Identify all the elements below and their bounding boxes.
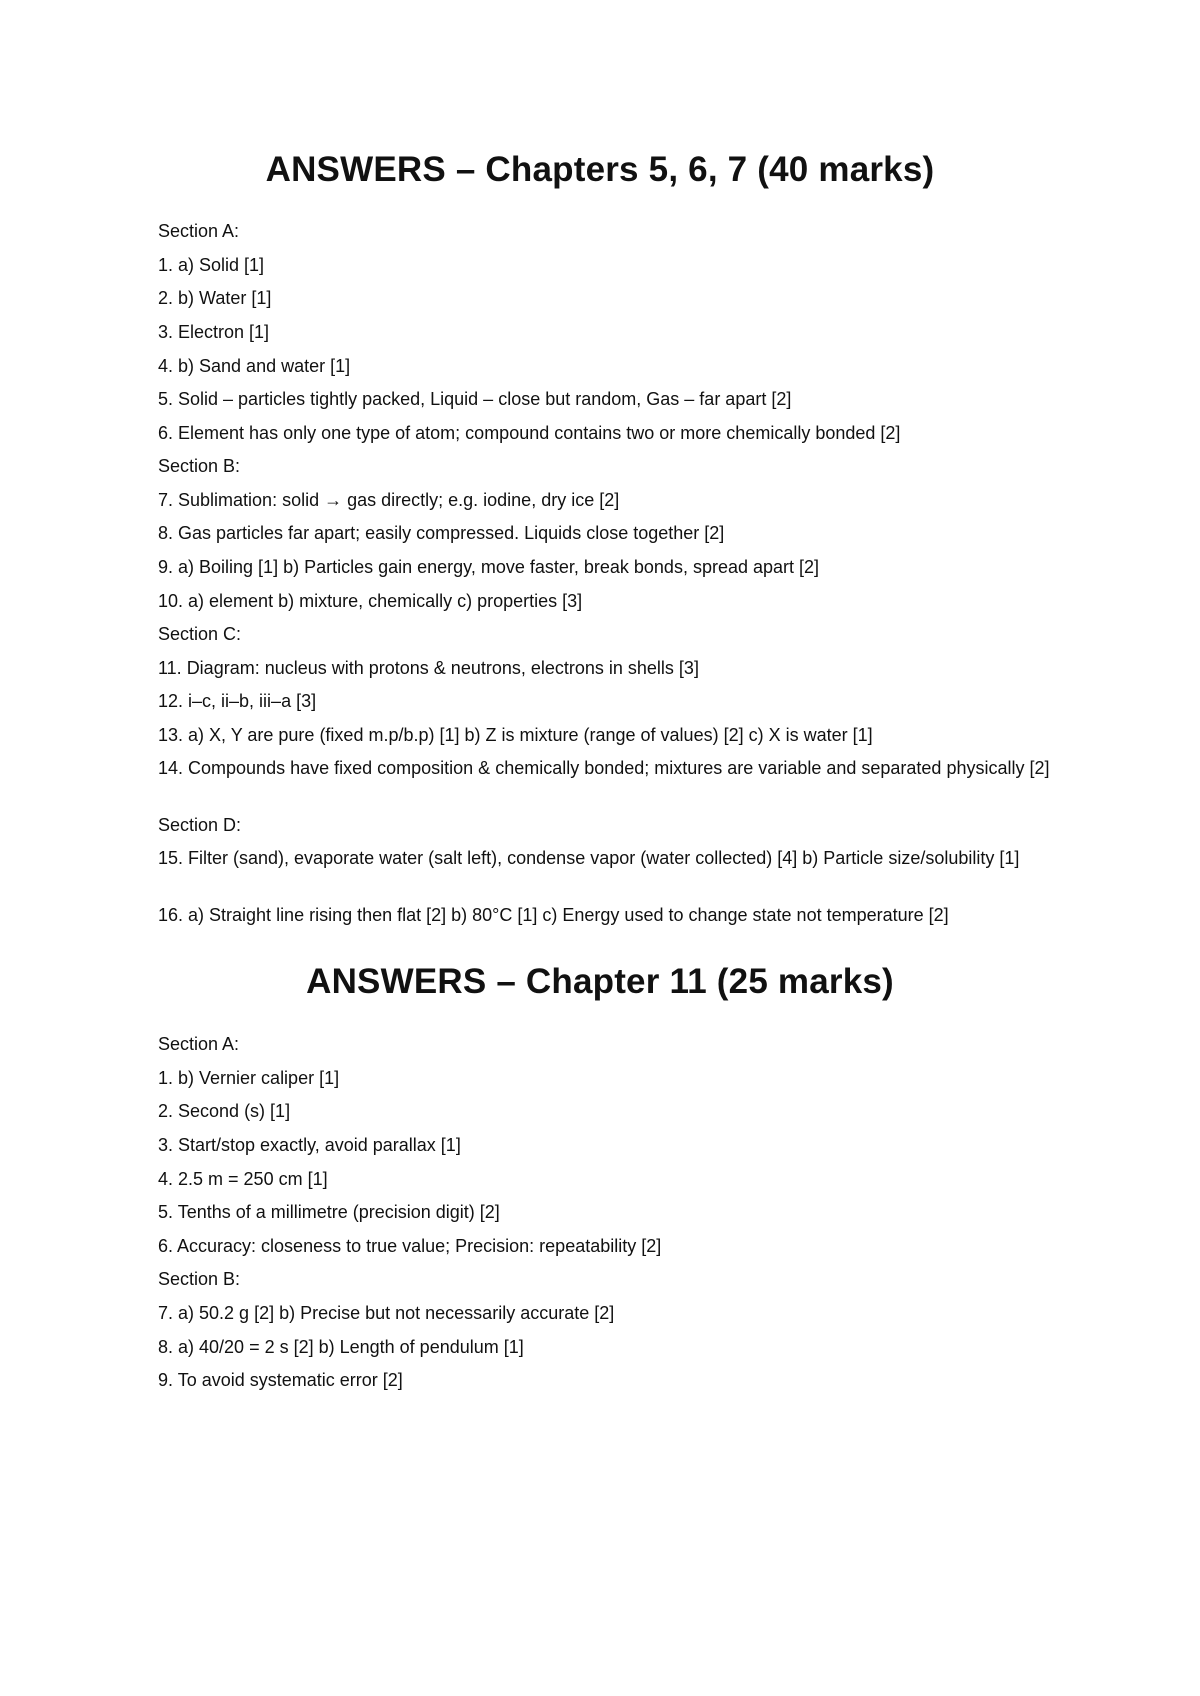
page-title: ANSWERS – Chapters 5, 6, 7 (40 marks) — [265, 150, 935, 189]
answer-line: 2. b) Water [1] — [158, 288, 272, 308]
answer-line: 10. a) element b) mixture, chemically c) properties [3] — [158, 591, 583, 611]
answer-line: 6. Accuracy: closeness to true value; Precision: repeatability [2] — [158, 1236, 662, 1256]
answer-line: 9. To avoid systematic error [2] — [158, 1370, 403, 1390]
answer-line: 16. a) Straight line rising then flat [2] b) 80°C [1] c) Energy used to change state not temperature [2] — [158, 905, 949, 925]
answer-line: 7. a) 50.2 g [2] b) Precise but not necessarily accurate [2] — [158, 1303, 615, 1323]
answers-heading-block — [158, 150, 1058, 190]
chapter-11-heading-block — [158, 962, 1058, 1002]
answer-line: 15. Filter (sand), evaporate water (salt left), condense vapor (water collected) [4] b) Particle size/solubility [1] — [158, 848, 1020, 868]
answer-line: 1. b) Vernier caliper [1] — [158, 1068, 340, 1088]
answer-line: 5. Tenths of a millimetre (precision digit) [2] — [158, 1202, 500, 1222]
section-a-label: Section A: — [158, 1034, 240, 1054]
chapter-11-title: ANSWERS – Chapter 11 (25 marks) — [306, 962, 894, 1001]
section-c-label: Section C: — [158, 624, 242, 644]
section-d-label: Section D: — [158, 815, 242, 835]
answer-line: 9. a) Boiling [1] b) Particles gain energy, move faster, break bonds, spread apart [2] — [158, 557, 820, 577]
answer-line: 5. Solid – particles tightly packed, Liquid – close but random, Gas – far apart [2] — [158, 389, 792, 409]
answer-line: 1. a) Solid [1] — [158, 255, 265, 275]
answer-line: 8. a) 40/20 = 2 s [2] b) Length of pendulum [1] — [158, 1337, 524, 1357]
answer-line: 11. Diagram: nucleus with protons & neutrons, electrons in shells [3] — [158, 658, 699, 678]
answer-line: 14. Compounds have fixed composition & chemically bonded; mixtures are variable and separated physically [2] — [158, 758, 1050, 778]
answer-line: 6. Element has only one type of atom; compound contains two or more chemically bonded [2] — [158, 423, 901, 443]
answer-line: 12. i–c, ii–b, iii–a [3] — [158, 691, 317, 711]
answer-line: 2. Second (s) [1] — [158, 1101, 291, 1121]
section-a-label: Section A: — [158, 221, 240, 241]
answer-line: 3. Electron [1] — [158, 322, 270, 342]
answer-line: 3. Start/stop exactly, avoid parallax [1] — [158, 1135, 461, 1155]
answer-line: 4. b) Sand and water [1] — [158, 356, 351, 376]
answer-line: 7. Sublimation: solid → gas directly; e.g. iodine, dry ice [2] — [158, 490, 620, 510]
answer-line: 4. 2.5 m = 250 cm [1] — [158, 1169, 328, 1189]
answer-line: 13. a) X, Y are pure (fixed m.p/b.p) [1] b) Z is mixture (range of values) [2] c) X is water [1] — [158, 725, 873, 745]
section-b-label: Section B: — [158, 1269, 241, 1289]
section-b-label: Section B: — [158, 456, 241, 476]
answer-line: 8. Gas particles far apart; easily compressed. Liquids close together [2] — [158, 523, 725, 543]
